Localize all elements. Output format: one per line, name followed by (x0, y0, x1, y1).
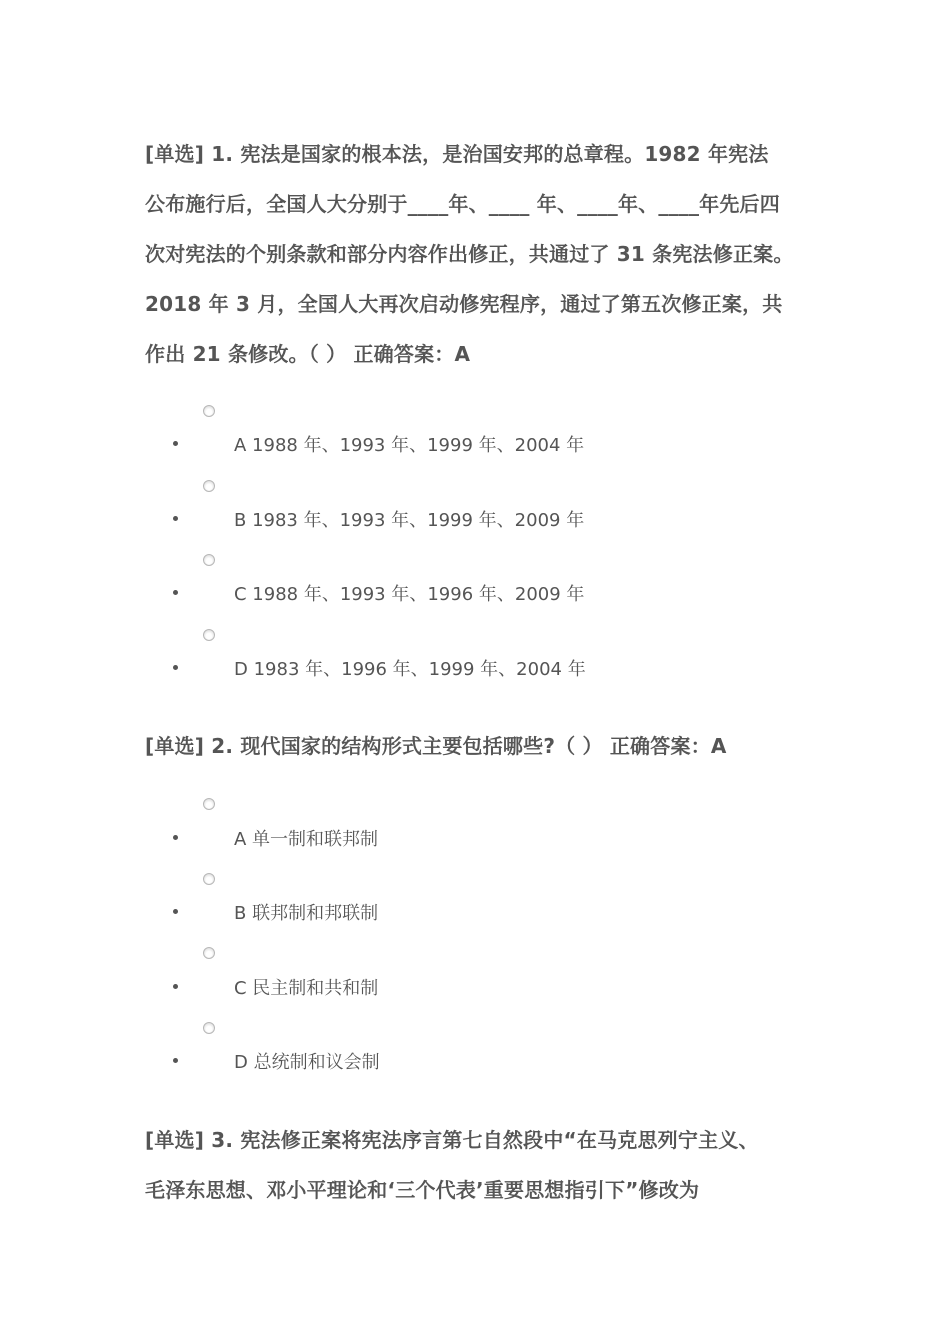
list-bullet (173, 441, 178, 446)
q1-option-c-radio[interactable] (203, 554, 215, 566)
list-bullet (173, 984, 178, 989)
q1-option-d-radio[interactable] (203, 629, 215, 641)
q2-option-c-radio[interactable] (203, 947, 215, 959)
question-1-line-3: 次对宪法的个别条款和部分内容作出修正，共通过了 31 条宪法修正案。 (145, 242, 794, 266)
list-bullet (173, 835, 178, 840)
list-bullet (173, 909, 178, 914)
q1-option-a-label: A 1988 年、1993 年、1999 年、2004 年 (234, 435, 585, 456)
question-1-line-2: 公布施行后，全国人大分别于____年、____ 年、____年、____年先后四 (145, 192, 780, 216)
q2-option-d-radio[interactable] (203, 1022, 215, 1034)
q1-option-c-label: C 1988 年、1993 年、1996 年、2009 年 (234, 584, 585, 605)
list-bullet (173, 516, 178, 521)
q2-option-b-radio[interactable] (203, 873, 215, 885)
question-1-line-5: 作出 21 条修改。（ ） 正确答案：A (145, 342, 471, 366)
q1-option-d-label: D 1983 年、1996 年、1999 年、2004 年 (234, 659, 586, 680)
q2-option-a-label: A 单一制和联邦制 (234, 829, 379, 850)
question-1-line-4: 2018 年 3 月，全国人大再次启动修宪程序，通过了第五次修正案，共 (145, 292, 783, 316)
q2-option-c-label: C 民主制和共和制 (234, 978, 379, 999)
list-bullet (173, 665, 178, 670)
list-bullet (173, 1058, 178, 1063)
q1-option-a-radio[interactable] (203, 405, 215, 417)
q1-option-b-label: B 1983 年、1993 年、1999 年、2009 年 (234, 510, 585, 531)
question-2-line-1: [单选] 2. 现代国家的结构形式主要包括哪些?（ ） 正确答案：A (145, 734, 727, 758)
q2-option-b-label: B 联邦制和邦联制 (234, 903, 379, 924)
q2-option-a-radio[interactable] (203, 798, 215, 810)
question-3-line-2: 毛泽东思想、邓小平理论和‘三个代表’重要思想指引下”修改为 (145, 1178, 700, 1202)
list-bullet (173, 590, 178, 595)
question-3-line-1: [单选] 3. 宪法修正案将宪法序言第七自然段中“在马克思列宁主义、 (145, 1128, 759, 1152)
q2-option-d-label: D 总统制和议会制 (234, 1052, 380, 1073)
q1-option-b-radio[interactable] (203, 480, 215, 492)
question-1-line-1: [单选] 1. 宪法是国家的根本法，是治国安邦的总章程。1982 年宪法 (145, 142, 769, 166)
